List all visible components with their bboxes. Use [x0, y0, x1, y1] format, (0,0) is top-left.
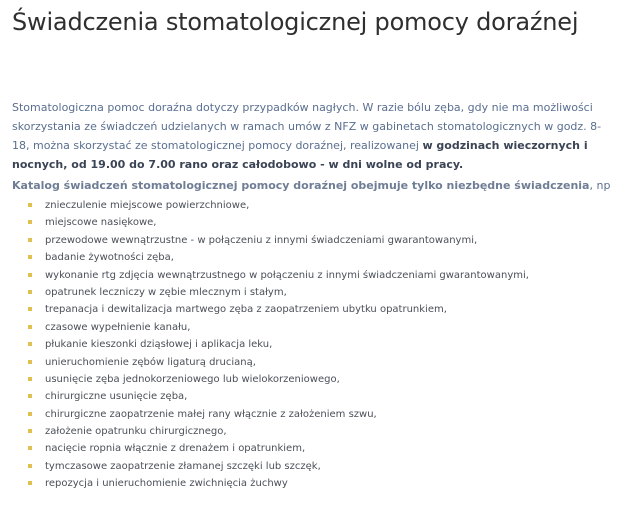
list-item	[28, 249, 588, 266]
bullet-icon	[28, 464, 32, 468]
list-item	[28, 371, 588, 388]
list-item-label: czasowe wypełnienie kanału,	[45, 321, 191, 333]
bullet-icon	[28, 203, 32, 207]
list-item	[28, 214, 588, 231]
bullet-icon	[28, 377, 32, 381]
list-item-label: chirurgiczne zaopatrzenie małej rany włącznie z założeniem szwu,	[45, 408, 377, 420]
list-item-label: opatrunek leczniczy w zębie mlecznym i stałym,	[45, 286, 287, 298]
list-item-label: tymczasowe zaopatrzenie złamanej szczęki lub szczęk,	[45, 460, 321, 472]
list-item-label: przewodowe wewnątrzustne - w połączeniu z innymi świadczeniami gwarantowanymi,	[45, 234, 478, 246]
list-item-label: repozycja i unieruchomienie zwichnięcia żuchwy	[45, 478, 288, 490]
list-item	[28, 388, 588, 405]
list-item	[28, 458, 588, 475]
list-item	[28, 406, 588, 423]
list-item	[28, 284, 588, 301]
catalog-heading	[12, 179, 612, 193]
list-item	[28, 475, 588, 492]
bullet-icon	[28, 360, 32, 364]
list-item	[28, 440, 588, 457]
page-title: Świadczenia stomatologicznej pomocy doraźnej	[12, 8, 579, 36]
list-item-label: miejscowe nasiękowe,	[45, 217, 157, 229]
list-item-label: założenie opatrunku chirurgicznego,	[45, 426, 227, 438]
bullet-icon	[28, 273, 32, 277]
list-item	[28, 354, 588, 371]
bullet-icon	[28, 481, 32, 485]
list-item	[28, 267, 588, 284]
list-item-label: unieruchomienie zębów ligaturą drucianą,	[45, 356, 256, 368]
list-item	[28, 319, 588, 336]
bullet-icon	[28, 325, 32, 329]
list-item-label: badanie żywotności zęba,	[45, 252, 174, 264]
list-item	[28, 197, 588, 214]
list-item-label: znieczulenie miejscowe powierzchniowe,	[45, 200, 250, 211]
list-item	[28, 336, 588, 353]
bullet-icon	[28, 342, 32, 346]
bullet-icon	[28, 446, 32, 450]
bullet-icon	[28, 255, 32, 259]
list-item-label: chirurgiczne usunięcie zęba,	[45, 391, 188, 403]
bullet-icon	[28, 238, 32, 242]
bullet-icon	[28, 412, 32, 416]
intro-paragraph	[12, 98, 612, 174]
catalog-heading-suffix: , np	[589, 179, 611, 192]
bullet-icon	[28, 429, 32, 433]
catalog-heading-text: Katalog świadczeń stomatologicznej pomocy doraźnej obejmuje tylko niezbędne świadczenia	[12, 179, 590, 192]
list-item-label: płukanie kieszonki dziąsłowej i aplikacja leku,	[45, 339, 273, 351]
list-item	[28, 232, 588, 249]
bullet-icon	[28, 394, 32, 398]
intro-hours-text: w godzinach wieczornych i nocnych, od 19.00 do 7.00 rano oraz całodobowo - w dni wolne od pracy.	[12, 139, 588, 171]
bullet-icon	[28, 220, 32, 224]
list-item	[28, 301, 588, 318]
list-item-label: wykonanie rtg zdjęcia wewnątrzustnego w połączeniu z innymi świadczeniami gwarantowanymi,	[45, 269, 529, 281]
list-item-label: usunięcie zęba jednokorzeniowego lub wielokorzeniowego,	[45, 373, 340, 385]
bullet-icon	[28, 307, 32, 311]
list-item-label: trepanacja i dewitalizacja martwego zęba z zaopatrzeniem ubytku opatrunkiem,	[45, 304, 447, 316]
list-item-label: nacięcie ropnia włącznie z drenażem i opatrunkiem,	[45, 443, 306, 455]
list-item	[28, 423, 588, 440]
intro-text: Stomatologiczna pomoc doraźna dotyczy przypadków nagłych. W razie bólu zęba, gdy nie ma możliwości skorzystania ze świadczeń udzielanych w ramach umów z NFZ w gabinetach stomatologicznych w godz. 8-18, można skorzystać ze stomatologicznej pomocy doraźnej, realizowanej	[12, 101, 602, 152]
services-list	[28, 197, 588, 493]
bullet-icon	[28, 290, 32, 294]
